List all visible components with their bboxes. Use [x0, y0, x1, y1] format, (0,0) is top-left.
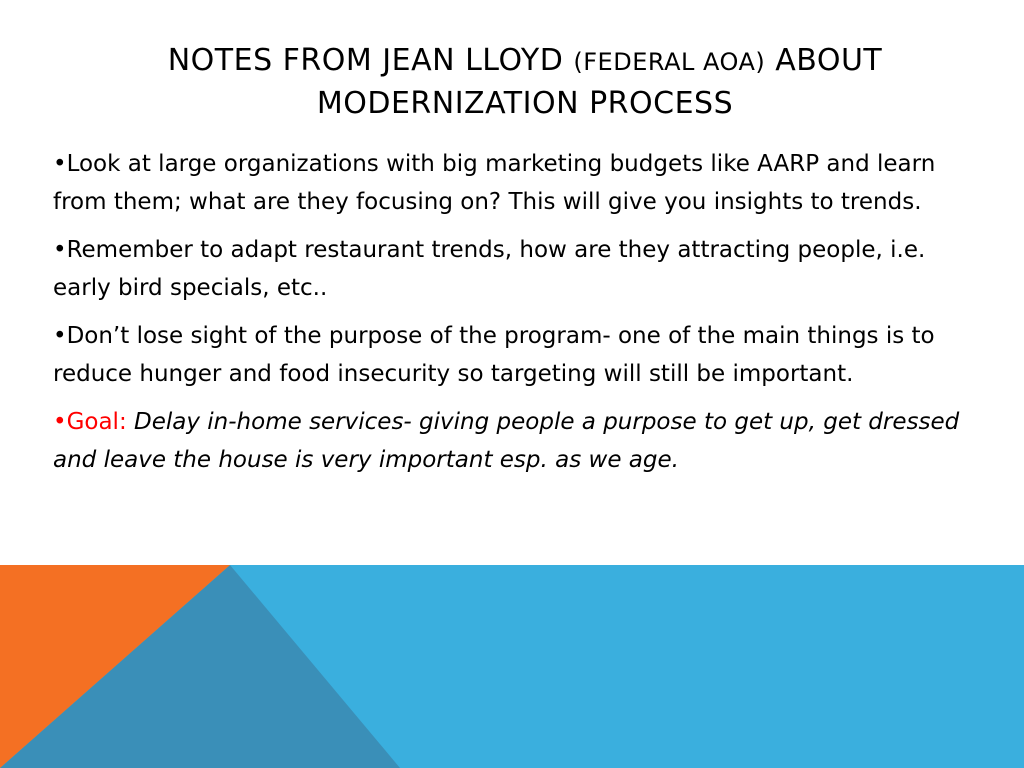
title-main: NOTES FROM JEAN LLOYD — [167, 43, 564, 78]
title-paren: (FEDERAL AOA) — [573, 48, 766, 76]
bullet-restaurant-trends: •Remember to adapt restaurant trends, how are they attracting people, i.e. early bird specials, etc.. — [53, 237, 926, 301]
decorative-footer — [0, 565, 1024, 768]
title-line-2: MODERNIZATION PROCESS — [316, 86, 734, 121]
title-after: ABOUT — [775, 43, 883, 78]
bullet-program-purpose: •Don’t lose sight of the purpose of the program- one of the main things is to reduce hunger and food insecurity so targeting will still be important. — [53, 323, 935, 387]
slide-title — [90, 40, 960, 125]
bullet-marketing: •Look at large organizations with big marketing budgets like AARP and learn from them; what are they focusing on? This will give you insights to trends. — [53, 151, 936, 215]
bullet-goal — [53, 403, 978, 479]
goal-text: Delay in-home services- giving people a purpose to get up, get dressed and leave the house is very important esp. as we age. — [53, 409, 960, 473]
slide-content — [53, 145, 978, 489]
goal-label: •Goal: — [53, 409, 127, 435]
